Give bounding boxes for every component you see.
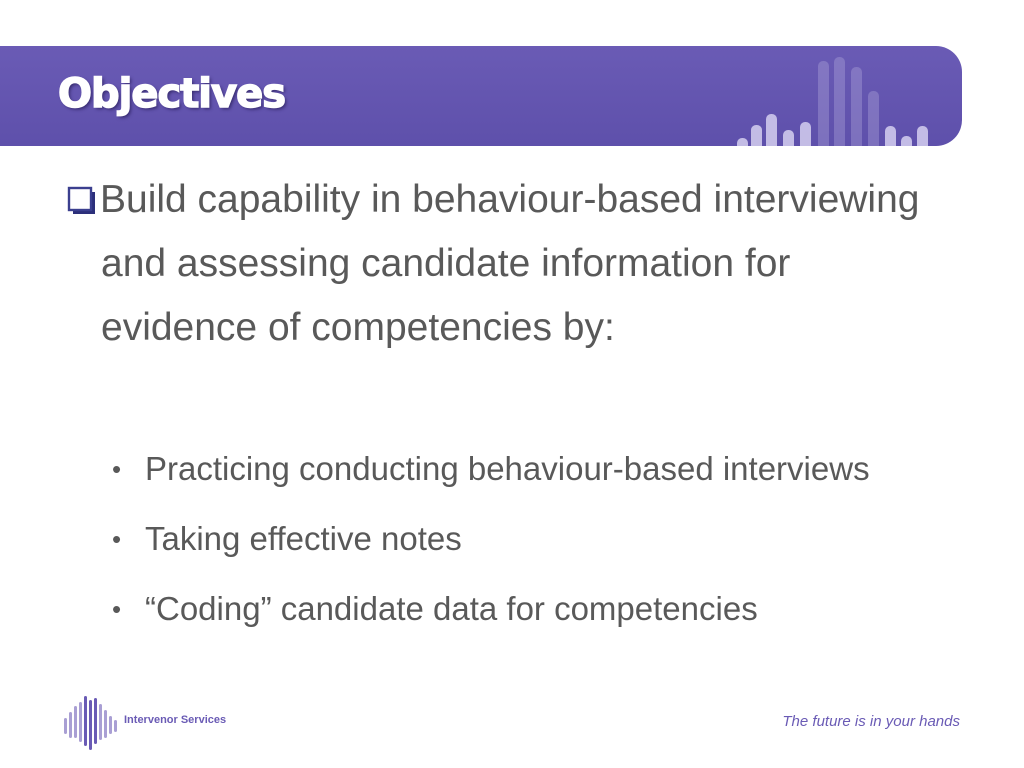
checkbox-icon: [66, 185, 98, 219]
list-item: [112, 434, 992, 504]
sub-point-list: [112, 434, 992, 644]
list-item: [112, 504, 992, 574]
bullet-icon: •: [112, 524, 122, 554]
intervenor-logo-icon: [62, 694, 122, 752]
bullet-icon: •: [112, 594, 122, 624]
tagline: The future is in your hands: [782, 713, 960, 730]
sub-point-text: “Coding” candidate data for competencies: [145, 590, 758, 627]
main-point-text: Build capability in behaviour-based interviewing and assessing candidate information for evidence of competencies by:: [100, 178, 920, 349]
slide-title: Objectives: [58, 71, 286, 117]
sub-point-text: Taking effective notes: [145, 520, 462, 557]
bullet-icon: •: [112, 454, 122, 484]
list-item: [112, 574, 992, 644]
main-point: [66, 168, 926, 360]
sub-point-text: Practicing conducting behaviour-based interviews: [145, 450, 870, 487]
company-name: Intervenor Services: [124, 714, 227, 726]
